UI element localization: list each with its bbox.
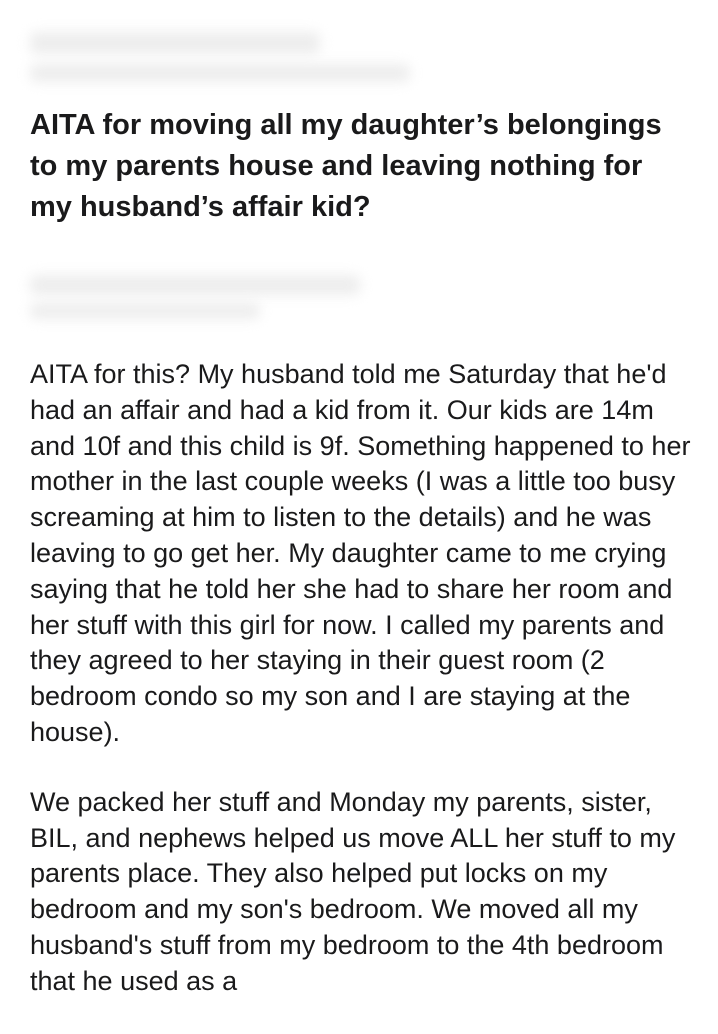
blurred-meta [30, 64, 410, 82]
post-body [30, 357, 702, 1034]
post-paragraph-2: We packed her stuff and Monday my parents, sister, BIL, and nephews helped us move ALL her stuff to my parents place. They also helped put locks on my bedroom and my son's bedroom. We moved all my husband's stuff from my bedroom to the 4th bedroom that he used as a [30, 786, 676, 996]
blurred-subtext [30, 303, 260, 319]
blurred-username [30, 32, 320, 54]
post-title: AITA for moving all my daughter’s belongings to my parents house and leaving nothing for my husband’s affair kid? [30, 109, 662, 223]
post-paragraph-1: AITA for this? My husband told me Saturday that he'd had an affair and had a kid from it. Our kids are 14m and 10f and this child is 9f. Something happened to her mother in the last couple weeks (I was a little too busy screaming at him to listen to the details) and he was leaving to go get her. My daughter came to me crying saying that he told her she had to share her room and her stuff with this girl for now. I called my parents and they agreed to her staying in their guest room (2 bedroom condo so my son and I are staying at the house). [30, 359, 691, 747]
blurred-flair [30, 275, 360, 295]
